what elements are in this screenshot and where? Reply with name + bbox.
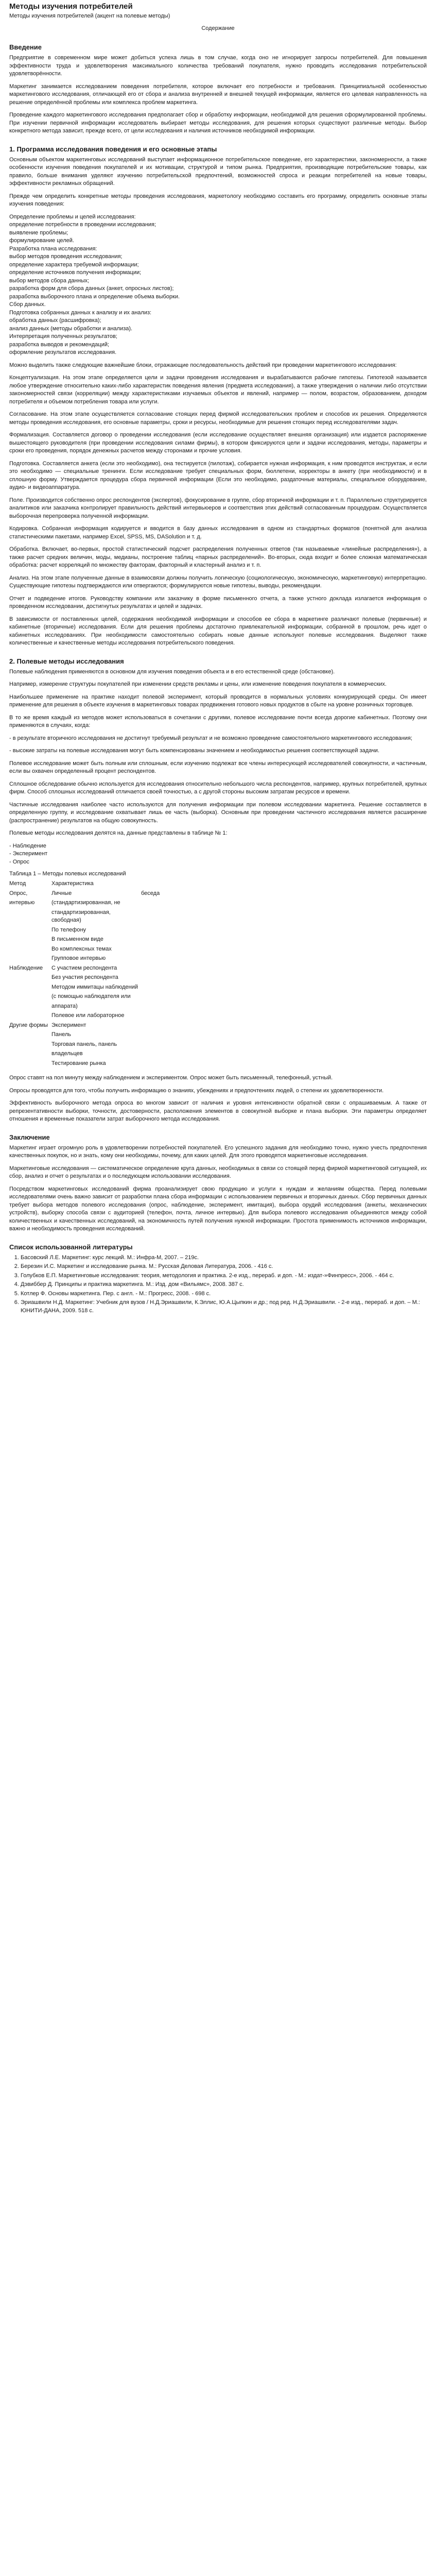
list-item: - Эксперимент <box>9 851 48 857</box>
paragraph: Полевое исследование может быть полным или сплошным, если изучению подлежат все члены интересующей исследователей совокупности, и частичным, если вы охвачен определенный процент респондентов. <box>9 760 427 774</box>
table-row <box>9 899 228 909</box>
table-cell: (с помощью наблюдателя или <box>51 993 131 999</box>
table-cell <box>225 1031 228 1041</box>
paragraph: Согласование. На этом этапе осуществляется согласование стоящих перед фирмой исследовательских проблем и способов их решения. Определяются методы проведения исследования, его основные параметры, сроки и ресурсы, необходимые для решения стоящих перед исследователями задач. <box>9 411 427 426</box>
table-row <box>9 964 228 974</box>
table-cell <box>9 926 51 936</box>
table-cell <box>141 984 225 993</box>
table-cell <box>9 1003 51 1012</box>
table-cell <box>141 1031 225 1041</box>
table-row <box>9 1012 228 1022</box>
table-cell <box>225 899 228 909</box>
table-row <box>9 1060 228 1070</box>
paragraph: Обработка. Включает, во-первых, простой статистический подсчет распределения полученных ответов (так называемые «линейные распределения»), а также расчет средних величин, моды, медианы, построение таблиц «парных распределений». Во-вторых, сюда входит и более сложная математическая обработка: расчет корреляций по множеству факторам, факторный и кластерный анализ и т. п. <box>9 546 427 568</box>
section-intro <box>9 43 427 135</box>
table-cell <box>141 1041 225 1050</box>
section-heading: 1. Программа исследования поведения и его основные этапы <box>9 145 217 153</box>
table-cell: Групповое интервью <box>51 955 106 961</box>
paragraph: Формализация. Составляется договор о проведении исследования (если исследование осуществляет внешняя организация) или издается распоряжение вышестоящего руководителя (при проведении исследования силами фирмы), в котором фиксируются цели и задачи исследования, методы, параметры и сроки его проведения, порядок денежных расчетов между сторонами и прочие условия. <box>9 432 427 454</box>
paragraph: Полевые наблюдения применяются в основном для изучения поведения объекта и в его естественной среде (обстановке). <box>9 668 335 675</box>
table-cell: стандартизированная, свободная) <box>51 909 111 923</box>
table-row <box>9 1022 228 1031</box>
table-cell <box>225 1022 228 1031</box>
list-item: Подготовка собранных данных к анализу и их анализ: <box>9 309 152 316</box>
table-cell: Личные <box>51 890 72 896</box>
table-cell <box>225 880 228 890</box>
table-cell <box>141 1003 225 1012</box>
table-cell <box>225 1060 228 1070</box>
paragraph: Предприятие в современном мире может добиться успеха лишь в том случае, когда оно не игнорирует запросы потребителей. Для повышения эффективности труда и удовлетворения максимального количества требований покупателя, нужно проводить исследования потребительской удовлетворённости. <box>9 55 427 77</box>
table-cell <box>141 993 225 1003</box>
table-cell <box>9 936 51 945</box>
section-heading: 2. Полевые методы исследования <box>9 657 124 665</box>
table-row <box>9 955 228 964</box>
section-1 <box>9 145 427 648</box>
paragraph: Подготовка. Составляется анкета (если это необходимо), она тестируется (пилотаж), собирается нужная информация, к ним проводятся инструктаж, и если это необходимо — специальные тренинги. Если исследование требует специальных форм, бюллетени, корректоры в анкету (при необходимости) и в сплошную форму. Утверждается процедура сбора первичной информации (Если это необходимо, раздаточные материалы, специальное оборудование, аудио- и видеоаппаратура. <box>9 460 427 490</box>
section-heading: Введение <box>9 43 42 51</box>
table-cell <box>9 1041 51 1050</box>
table-cell: Метод <box>9 880 26 887</box>
paragraph: Например, измерение структуры покупателей при изменении средств рекламы и цены, или изменение поведения покупателя в коммерческих. <box>9 681 387 687</box>
document-subtitle: Методы изучения потребителей (акцент на полевые методы) <box>9 13 170 19</box>
table-cell <box>9 1031 51 1041</box>
paragraph: Маркетинг играет огромную роль в удовлетворении потребностей покупателей. Его успешного задания для необходимо точно, нужно учесть предпочтения качественных покупок, но и знать, кому они необходимы, почему, для каких целей. Для этого проводятся маркетинговые исследования. <box>9 1144 427 1159</box>
table-row <box>9 993 228 1003</box>
list-item: оформление результатов исследования. <box>9 349 117 355</box>
reference-item: 2. Березин И.С. Маркетинг и исследование рынка. М.: Русская Деловая Литература, 2006. - 416 с. <box>21 1263 427 1271</box>
table-cell <box>225 964 228 974</box>
reference-item: 4. Дэвиббер Д. Принципы и практика маркетинга. М.: Изд. дом «Вильямс», 2008. 387 с. <box>21 1281 427 1289</box>
table-cell <box>141 1050 225 1060</box>
paragraph: Опросы проводятся для того, чтобы получить информацию о знаниях, убеждениях и предпочтениях людей, о степени их удовлетворенности. <box>9 1087 384 1094</box>
table-row <box>9 909 228 926</box>
table-cell <box>141 945 225 955</box>
table-cell: Без участия респондента <box>51 974 118 980</box>
table-cell <box>225 936 228 945</box>
table-cell: Методом иммитацы наблюдений <box>51 984 138 990</box>
paragraph: Концептуализация. На этом этапе определяется цели и задачи проведения исследования и вырабатываются рабочие гипотезы. Гипотезой называется любое утверждение относительно каких-либо характеристик поведения явления (предмета исследования), а также утверждения о наличии либо отсутствии закономерностей связи (корреляции) между характеристиками изучаемых объектов и явлений, например — полом, возрастом, образованием, доходом потребителя и объемом потребления товара или услуги. <box>9 375 427 405</box>
methods-table <box>9 880 228 1069</box>
list-item: разработка выборочного плана и определение объема выборки. <box>9 293 180 300</box>
table-cell: беседа <box>141 890 160 896</box>
table-cell <box>141 880 225 890</box>
table-cell <box>141 926 225 936</box>
paragraph: Маркетинговые исследования — систематическое определение круга данных, необходимых в связи со стоящей перед фирмой маркетинговой ситуацией, их сбор, анализ и отчет о результатах и о последующем использовании исследования. <box>9 1165 427 1179</box>
paragraph: Кодировка. Собранная информация кодируется и вводится в базу данных исследования в одном из стандартных форматов (понятной для анализа статистическими пакетами, например Excel, SPSS, MS, DASolution и т. д. <box>9 526 427 540</box>
list-item: анализ данных (методы обработки и анализа). <box>9 325 133 332</box>
table-caption: Таблица 1 – Методы полевых исследований <box>9 871 126 877</box>
table-cell: Наблюдение <box>9 964 43 971</box>
table-cell <box>225 1003 228 1012</box>
table-cell <box>141 936 225 945</box>
paragraph: В то же время каждый из методов может использоваться в сочетании с другими, полевое исследование почти всегда дорогие кабинетных. Поэтому они применяются в случаях, когда: <box>9 714 427 728</box>
paragraph: Анализ. На этом этапе полученные данные в взаимосвязи должны получить логическую (социологическую, экономическую, маркетинговую) интерпретацию. Существующие гипотезы подтверждаются или отвергаются; формулируются новые гипотезы, выводы, рекомендации. <box>9 574 427 589</box>
table-cell: Полевое или лабораторное <box>51 1012 125 1019</box>
paragraph: Наибольшее применение на практике находит полевой эксперимент, который проводится в нормальных условиях конкурирующей среды. Он имеет применение для решения в объекте изучения в маркетинговых товарах продвижения готового новых продуктов в сбыте на уровне розничных торговцев. <box>9 693 427 708</box>
paragraph: - высокие затраты на полевые исследования могут быть компенсированы значением и необходимостью решения соответствующей задачи. <box>9 748 380 754</box>
table-cell: Эксперимент <box>51 1022 86 1028</box>
paragraph: Проведение каждого маркетингового исследования предполагает сбор и обработку информации, необходимой для решения сформулированной проблемы. При изучении первичной информации исследователь выбирает методы исследования, для решения которых существуют различные методы. Выбор конкретного метода зависит, прежде всего, от цели исследования и наличия источников необходимой информации. <box>9 112 427 134</box>
table-cell: Характеристика <box>51 880 94 887</box>
table-cell <box>141 1012 225 1022</box>
table-cell <box>225 945 228 955</box>
reference-item: 5. Котлер Ф. Основы маркетинга. Пер. с англ. - М.: Прогресс, 2008. - 698 с. <box>21 1290 427 1298</box>
paragraph: Полевые методы исследования делятся на, данные представлены в таблице № 1: <box>9 830 228 836</box>
paragraph: Основным объектом маркетинговых исследований выступает информационное потребительское поведение, его характеристики, закономерности, а также особенности изучения поведения покупателей и их мотивации, структурой и типом рынка. Предприятия, производящие потребительские товары, как правило, больше внимания уделяют изучению потребительской предпочтений, возможностей спроса и реакции потребителей на новые товары, эффективности рекламных обращений. <box>9 156 427 187</box>
table-cell <box>225 974 228 984</box>
steps-list <box>9 213 427 357</box>
table-cell <box>141 974 225 984</box>
table-row <box>9 1003 228 1012</box>
list-item: выбор методов сбора данных; <box>9 277 90 284</box>
table-cell <box>225 955 228 964</box>
table-cell <box>141 955 225 964</box>
section-heading: Список использованной литературы <box>9 1243 133 1251</box>
table-cell: Другие формы <box>9 1022 48 1028</box>
section-references <box>9 1243 427 1315</box>
table-cell: С участием респондента <box>51 964 117 971</box>
paragraph: Отчет и подведение итогов. Руководству компании или заказчику в форме письменного отчета, а также устного доклада излагается информация о проведенном исследовании, достигнутых результатах и целей и задачах. <box>9 595 427 609</box>
table-cell <box>9 993 51 1003</box>
list-item: разработка форм для сбора данных (анкет, опросных листов); <box>9 285 174 292</box>
paragraph: Посредством маркетинговых исследований фирма проанализирует свою продукцию и услуги к нуждам и желаниям общества. Перед полевыми исследователями очень важно зависит от разработки плана сбора информации с использованием первичных и вторичных данных. Сбор первичных данных требует выбора методов полевого исследования (опрос, наблюдение, эксперимент, имитация), выбора орудий исследования (анкеты, механических устройств), выборку способа связи с аудиторией (телефон, почта, личное интервью). Для выбора полевого исследования объединяются между собой количественных и качественных исследований, на экономичность путей получения нужной информации. Простота применимость источников информации, важно и необходимость проведения исследований. <box>9 1185 427 1232</box>
list-item: определение потребности в проведении исследования; <box>9 222 156 228</box>
list-item: Сбор данных. <box>9 301 46 308</box>
table-cell: Тестирование рынка <box>51 1060 106 1066</box>
table-row <box>9 1050 228 1060</box>
table-cell <box>225 1012 228 1022</box>
table-cell <box>225 890 228 900</box>
list-item: обработка данных (расшифровка); <box>9 317 101 324</box>
list-item: выявление проблемы; <box>9 229 68 236</box>
list-item: - Наблюдение <box>9 842 46 849</box>
table-row <box>9 974 228 984</box>
list-item: формулирование целей. <box>9 238 74 244</box>
reference-item: 1. Басовский Л.Е. Маркетинг: курс лекций. М.: Инфра-М, 2007. – 219с. <box>21 1254 427 1262</box>
section-heading: Заключение <box>9 1133 50 1141</box>
reference-item: 3. Голубков Е.П. Маркетинговые исследования: теория, методология и практика. 2-е изд., перераб. и доп. - М.: издат-»Финпресс», 2006. - 464 с. <box>21 1272 427 1280</box>
table-cell: аппарата) <box>51 1003 78 1009</box>
table-row <box>9 926 228 936</box>
toc-label: Содержание <box>201 25 235 31</box>
section-conclusion <box>9 1133 427 1233</box>
table-cell <box>225 993 228 1003</box>
paragraph: Можно выделить также следующие важнейшие блоки, отражающие последовательность действий при проведении маркетингового исследования: <box>9 362 397 368</box>
table-cell: (стандартизированная, не <box>51 900 120 906</box>
list-item: определение характера требуемой информации; <box>9 261 139 268</box>
paragraph: Прежде чем определить конкретные методы проведения исследования, маркетологу необходимо составить его программу, определить основные этапы изучения поведения: <box>9 193 427 207</box>
table-row <box>9 890 228 900</box>
paragraph: Эффективность выборочного метода опроса во многом зависит от наличия и уровня интенсивности обратной связи с опрашиваемым. А также от репрезентативности выборки, точности, достоверности, расположения элементов в совокупной выборке и плана выборки. Эти параметры определяет отношения и временные показатели затрат выборочного метода исследования. <box>9 1100 427 1122</box>
table-cell <box>225 1050 228 1060</box>
list-item: Разработка плана исследования: <box>9 245 97 252</box>
paragraph: Частичные исследования наиболее часто используются для получения информации при полевом исследовании маркетинга. Решение составляется в определенную группу, и исследование охватывает лишь ее часть (выборка). Основным при проведении частичного исследования является расширение (распространение) результатов на общую совокупность. <box>9 801 427 824</box>
table-cell <box>9 1012 51 1022</box>
table-row <box>9 984 228 993</box>
table-cell <box>9 955 51 964</box>
list-item: Интерпретация полученных результатов; <box>9 333 117 340</box>
table-cell: По телефону <box>51 926 86 933</box>
table-cell <box>225 1041 228 1050</box>
table-cell <box>9 984 51 993</box>
table-cell <box>141 964 225 974</box>
table-header-row <box>9 880 228 890</box>
list-item: выбор методов проведения исследования; <box>9 253 123 260</box>
section-2 <box>9 657 427 1124</box>
paragraph: Поле. Производится собственно опрос респондентов (экспертов), фокусирование в группе, сбор вторичной информации и т. п. Параллельно структурируется аналитиков или заказчика контролирует правильность действий интервьюеров и соответствия этих действий согласованным процедурам. Осуществляется выборочная перепроверка полученной информации. <box>9 497 427 519</box>
table-cell: Опрос, <box>9 890 28 896</box>
table-row <box>9 1041 228 1050</box>
table-cell <box>141 1022 225 1031</box>
paragraph: Опрос ставят на пол минуту между наблюдением и экспериментом. Опрос может быть письменный, телефонный, устный. <box>9 1075 333 1081</box>
table-cell: Торговая панель, панель <box>51 1041 117 1047</box>
table-cell: интервью <box>9 900 35 906</box>
list-item: - Опрос <box>9 858 29 865</box>
table-cell: Панель <box>51 1031 72 1038</box>
list-item: Определение проблемы и целей исследования: <box>9 213 136 220</box>
table-cell <box>9 1050 51 1060</box>
table-cell <box>225 926 228 936</box>
table-cell <box>141 909 225 926</box>
list-item: разработка выводов и рекомендаций; <box>9 341 110 348</box>
table-cell <box>225 909 228 926</box>
table-row <box>9 945 228 955</box>
table-cell: Во комплексных темах <box>51 945 112 952</box>
table-cell <box>225 984 228 993</box>
paragraph: - в результате вторичного исследования не достигнут требуемый результат и не возможно проведение самостоятельного маркетингового исследования; <box>9 735 412 741</box>
paragraph: Маркетинг занимается исследованием поведения потребителя, которое включает его потребности и требования. Принципиальной особенностью маркетингового исследования, отличающей его от сбора и анализа внутренней и внешней текущей информации, является его целевая направленность на решение определённой проблемы или комплекса проблем маркетинга. <box>9 83 427 106</box>
method-types-list <box>9 842 427 867</box>
table-cell <box>141 1060 225 1070</box>
table-row <box>9 936 228 945</box>
reference-item: 6. Эриашвили Н.Д. Маркетинг: Учебник для вузов / Н.Д.Эриашвили, К.Эллис, Ю.А.Цыпкин и др.; под ред. Н.Д.Эриашвили. - 2-е изд., перераб. и доп. – М.: ЮНИТИ-ДАНА, 2009. 518 с. <box>21 1299 427 1315</box>
document-title: Методы изучения потребителей <box>9 2 133 11</box>
table-row <box>9 1031 228 1041</box>
table-cell <box>9 945 51 955</box>
table-cell <box>141 899 225 909</box>
table-cell <box>9 1060 51 1070</box>
references-list <box>9 1254 427 1315</box>
list-item: определение источников получения информации; <box>9 269 142 276</box>
paragraph: Сплошное обследование обычно используется для исследования относительно небольшого числа респондентов, например, крупных потребителей, крупных фирм. Способ сплошных исследований отличается своей точностью, а с другой стороны высоким затратам ресурсов и времени. <box>9 781 427 795</box>
table-cell <box>9 909 51 926</box>
table-cell <box>9 974 51 984</box>
paragraph: В зависимости от поставленных целей, содержания необходимой информации и способов ее сбора в маркетинге различают полевые (первичные) и кабинетные (вторичные) исследования. Если для решения проблемы достаточно привлекательной информации, собранной в прошлом, речь идет о кабинетных исследованиях. При необходимости самостоятельно собирать новые данные используют полевые исследования. Выделяют также количественные и качественные методы исследования потребительского поведения. <box>9 616 427 646</box>
table-cell: владельцев <box>51 1050 83 1057</box>
table-cell: В письменном виде <box>51 936 103 942</box>
